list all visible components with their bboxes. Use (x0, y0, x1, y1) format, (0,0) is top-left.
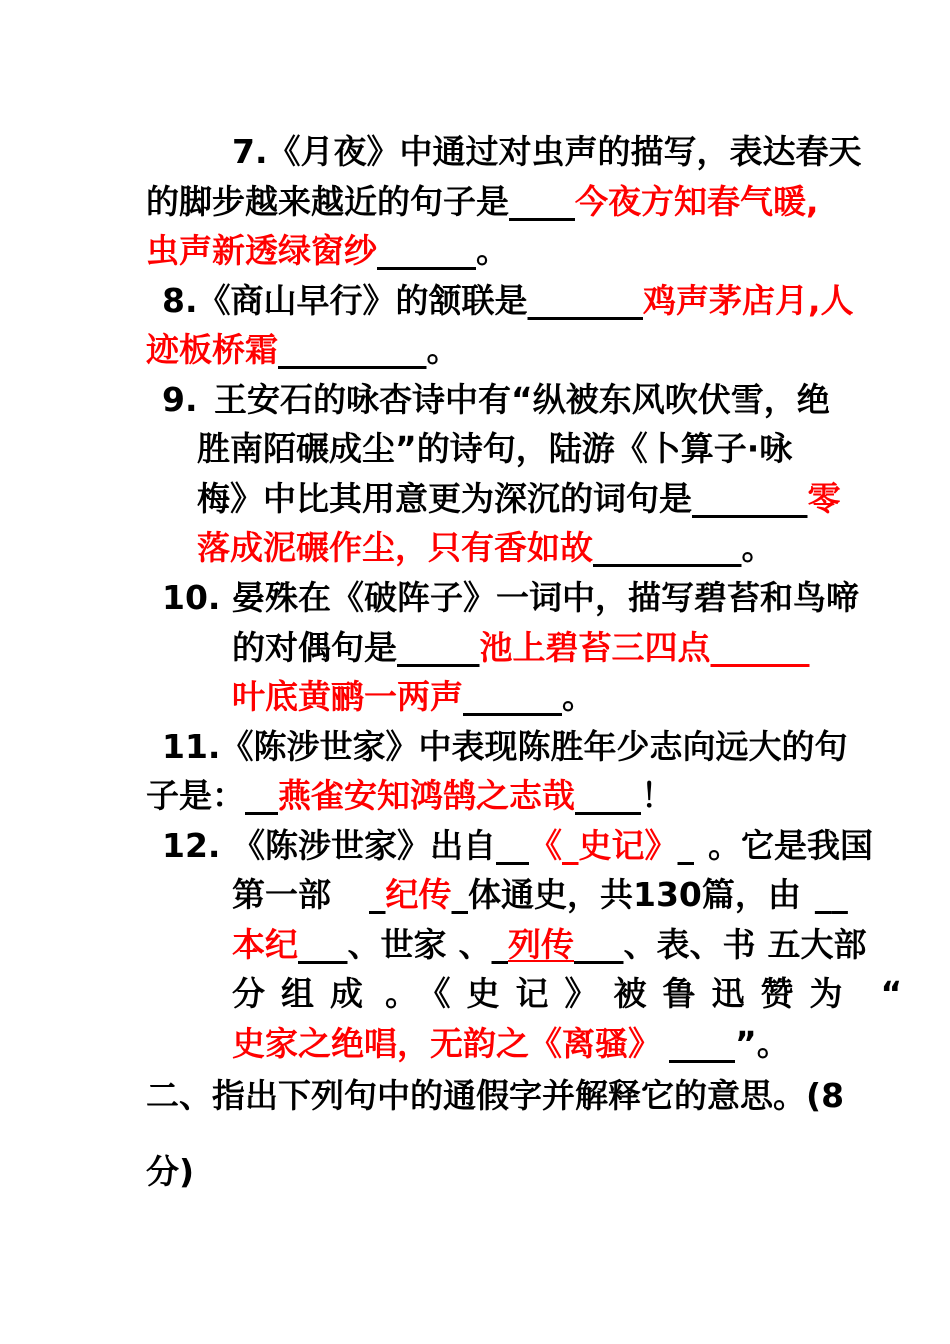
q9-text: 王安石的咏杏诗中有“纵被东风吹伏雪，绝 (214, 380, 830, 419)
q12-text: 五大部 (767, 925, 867, 964)
q12-number (162, 825, 220, 867)
answer-blank: _________ (593, 528, 742, 567)
question-number: 9. (162, 380, 198, 419)
section-2-heading (146, 1075, 844, 1117)
q8-line-1 (162, 280, 854, 322)
q11-line-2 (146, 775, 674, 817)
q9-number (162, 379, 198, 421)
q12-text: 、世家 (347, 925, 447, 964)
q10-number (162, 577, 220, 619)
q9-text: 胜南陌碾成尘”的诗句，陆游《卜算子·咏 (197, 429, 793, 468)
q12-answer: 《_史记》 (529, 826, 678, 865)
answer-blank: _______ (692, 479, 808, 518)
answer-blank: _________ (278, 330, 427, 369)
q10-answer: 叶底黄鹂一两声 (232, 677, 463, 716)
answer-blank: _ (677, 826, 694, 865)
answer-blank: ______ (377, 231, 476, 270)
answer-blank: _ (491, 925, 508, 964)
q12-line-3 (232, 924, 867, 966)
q7-line-1 (232, 131, 862, 173)
q11-text: 11.《陈涉世家》中表现陈胜年少志向远大的句 (162, 727, 848, 766)
exclamation: ！ (641, 776, 674, 815)
q12-text: 第一部 (232, 875, 331, 914)
answer-blank: __ (814, 875, 848, 914)
q12-text: 、表、书 (623, 925, 756, 964)
q12-text: 《陈涉世家》出自 (232, 826, 496, 865)
q12-text: _体通史，共130篇，由 (451, 875, 801, 914)
answer-blank: ____ (575, 776, 641, 815)
q12-answer: 史家之绝唱，无韵之《离骚》 (232, 1024, 661, 1063)
period: 。 (562, 677, 595, 716)
section-2-text: 分) (146, 1152, 195, 1191)
answer-blank: ___ (574, 925, 624, 964)
q12-text: 分组成 (232, 974, 379, 1013)
q12-line-1 (232, 825, 873, 867)
section-2-heading-cont (146, 1151, 194, 1193)
q7-text: 的脚步越来越近的句子是 (146, 182, 509, 221)
q9-answer: 落成泥碾作尘，只有香如故 (197, 528, 593, 567)
q12-line-5 (232, 1023, 790, 1065)
period: 。 (741, 528, 775, 567)
q12-answer: 列传 (508, 925, 574, 964)
q9-line-2 (197, 428, 792, 470)
q10-line-1 (232, 577, 859, 619)
q7-text: 7.《月夜》中通过对虫声的描写，表达春天 (232, 132, 862, 171)
answer-blank: __ (245, 776, 278, 815)
answer-blank: ______ (463, 677, 562, 716)
q7-answer: 今夜方知春气暖, (575, 182, 819, 221)
period: 。 (476, 231, 509, 270)
answer-blank: _______ (527, 281, 643, 320)
answer-blank: ___ (298, 925, 348, 964)
close-quote: ”。 (735, 1024, 790, 1063)
question-number: 10. (162, 578, 221, 617)
q9-answer: 零 (807, 479, 841, 518)
q12-text: 。它是我国 (708, 826, 873, 865)
answer-blank: ____ (669, 1024, 735, 1063)
q12-text: 、 (458, 925, 492, 964)
q9-line-4 (197, 527, 775, 569)
q10-line-3 (232, 676, 595, 718)
open-quote: “ (880, 974, 903, 1013)
answer-blank: ____ (509, 182, 575, 221)
answer-blank: ______ (710, 628, 810, 667)
q11-text: 子是： (146, 776, 245, 815)
q10-answer: 池上碧苔三四点 (479, 628, 711, 667)
q10-text: 的对偶句是 (232, 628, 397, 667)
section-2-text: 二、指出下列句中的通假字并解释它的意思。(8 (146, 1076, 845, 1115)
q11-line-1 (162, 726, 847, 768)
q8-line-2 (146, 329, 460, 371)
q9-text: 梅》中比其用意更为深沉的词句是 (197, 479, 692, 518)
answer-blank: _ (369, 875, 386, 914)
q9-line-3 (197, 478, 841, 520)
q12-answer: 纪传 (385, 875, 452, 914)
q12-line-4 (232, 973, 902, 1015)
answer-blank: __ (496, 826, 529, 865)
q7-answer: 虫声新透绿窗纱 (146, 231, 377, 270)
q7-line-2 (146, 181, 819, 223)
q9-line-1 (214, 379, 830, 421)
period: 。 (426, 330, 460, 369)
q8-text: 8.《商山早行》的颔联是 (162, 281, 528, 320)
q10-text: 晏殊在《破阵子》一词中，描写碧苔和鸟啼 (232, 578, 859, 617)
q7-line-3 (146, 230, 509, 272)
q10-line-2 (232, 627, 810, 669)
q8-answer: 鸡声茅店月,人 (643, 281, 854, 320)
question-number: 12. (162, 826, 221, 865)
q12-text: 。《史记》被鲁迅赞为 (385, 974, 859, 1013)
q11-answer: 燕雀安知鸿鹄之志哉 (278, 776, 575, 815)
q12-line-2 (232, 874, 848, 916)
answer-blank: _____ (397, 628, 480, 667)
q12-answer: 本纪 (232, 925, 298, 964)
q8-answer: 迹板桥霜 (146, 330, 278, 369)
